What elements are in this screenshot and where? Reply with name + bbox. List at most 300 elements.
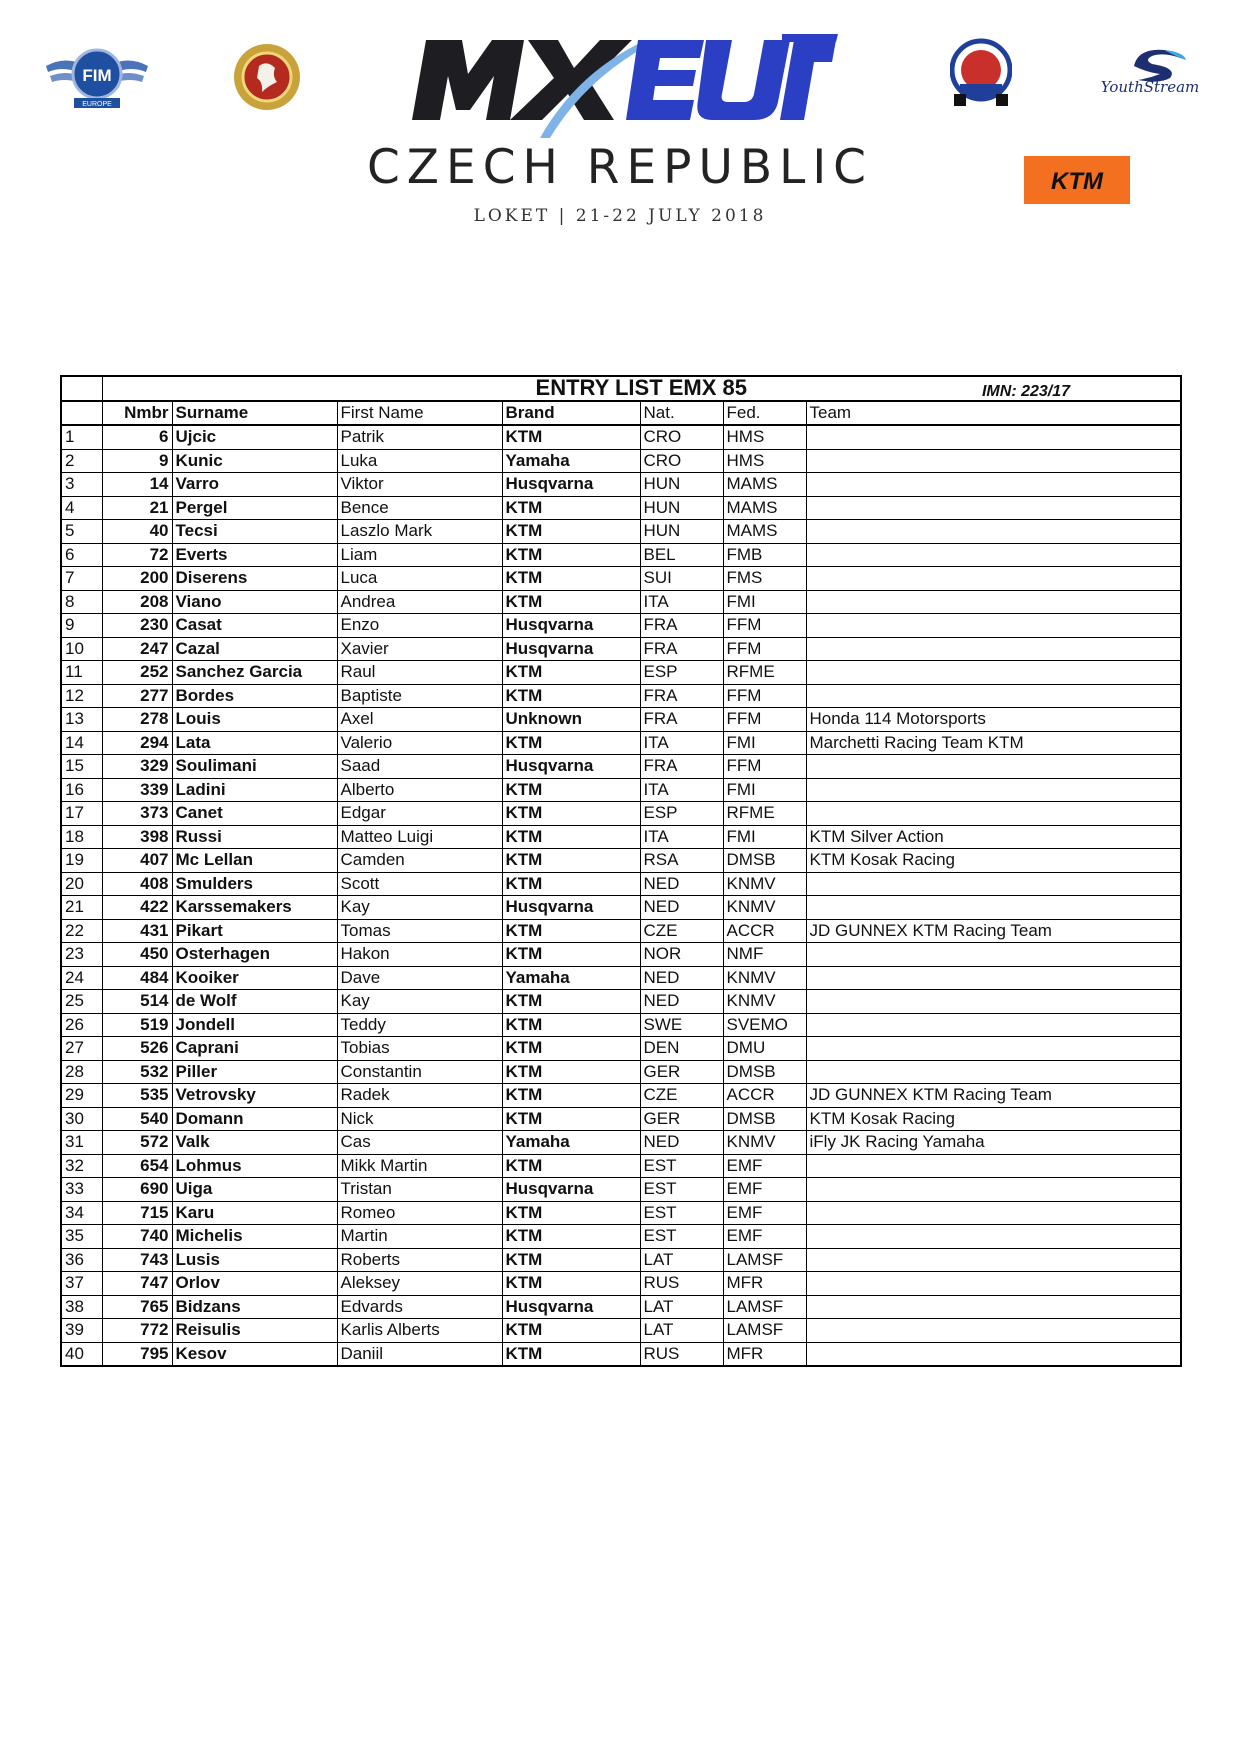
brand-cell: Unknown [502, 708, 640, 732]
autoklub-cr-logo [232, 42, 302, 112]
race-number-cell: 21 [102, 496, 172, 520]
first-name-cell: Edvards [337, 1295, 502, 1319]
brand-cell: KTM [502, 849, 640, 873]
race-number-cell: 247 [102, 637, 172, 661]
entry-table-body [61, 425, 1181, 1366]
nationality-cell: LAT [640, 1248, 723, 1272]
team-cell [806, 637, 1181, 661]
team-cell: KTM Kosak Racing [806, 1107, 1181, 1131]
race-number-cell: 519 [102, 1013, 172, 1037]
brand-cell: Yamaha [502, 966, 640, 990]
first-name-cell: Romeo [337, 1201, 502, 1225]
first-name-cell: Scott [337, 872, 502, 896]
position-cell: 16 [61, 778, 102, 802]
race-number-cell: 747 [102, 1272, 172, 1296]
surname-cell: Bidzans [172, 1295, 337, 1319]
table-row [61, 731, 1181, 755]
nationality-cell: ITA [640, 825, 723, 849]
event-country-title: CZECH REPUBLIC [366, 140, 873, 195]
position-cell: 15 [61, 755, 102, 779]
surname-cell: Uiga [172, 1178, 337, 1202]
first-name-cell: Cas [337, 1131, 502, 1155]
first-name-cell: Karlis Alberts [337, 1319, 502, 1343]
brand-cell: KTM [502, 1248, 640, 1272]
first-name-cell: Xavier [337, 637, 502, 661]
surname-cell: Cazal [172, 637, 337, 661]
brand-cell: KTM [502, 872, 640, 896]
table-row [61, 543, 1181, 567]
team-cell [806, 990, 1181, 1014]
first-name-cell: Radek [337, 1084, 502, 1108]
surname-cell: Karu [172, 1201, 337, 1225]
table-row [61, 1084, 1181, 1108]
federation-cell: FMI [723, 590, 806, 614]
position-cell: 21 [61, 896, 102, 920]
race-number-cell: 252 [102, 661, 172, 685]
federation-cell: DMSB [723, 1107, 806, 1131]
team-cell [806, 896, 1181, 920]
nationality-cell: EST [640, 1225, 723, 1249]
federation-cell: ACCR [723, 919, 806, 943]
brand-cell: KTM [502, 684, 640, 708]
surname-cell: Caprani [172, 1037, 337, 1061]
position-cell: 11 [61, 661, 102, 685]
brand-cell: KTM [502, 1319, 640, 1343]
surname-cell: Casat [172, 614, 337, 638]
first-name-cell: Bence [337, 496, 502, 520]
table-row [61, 637, 1181, 661]
position-cell: 33 [61, 1178, 102, 1202]
nationality-cell: LAT [640, 1319, 723, 1343]
team-cell [806, 966, 1181, 990]
table-row [61, 425, 1181, 449]
federation-cell: EMF [723, 1154, 806, 1178]
table-header-row [61, 401, 1181, 426]
team-cell [806, 543, 1181, 567]
nationality-cell: CZE [640, 919, 723, 943]
brand-cell: Husqvarna [502, 614, 640, 638]
first-name-cell: Camden [337, 849, 502, 873]
race-number-cell: 230 [102, 614, 172, 638]
federation-cell: MFR [723, 1272, 806, 1296]
race-number-cell: 208 [102, 590, 172, 614]
brand-cell: KTM [502, 1154, 640, 1178]
brand-cell: KTM [502, 943, 640, 967]
position-cell: 19 [61, 849, 102, 873]
federation-cell: FFM [723, 637, 806, 661]
col-header-brand: Brand [502, 401, 640, 426]
federation-cell: FMB [723, 543, 806, 567]
surname-cell: Pikart [172, 919, 337, 943]
entry-list-table [60, 375, 1182, 1367]
table-row [61, 778, 1181, 802]
federation-cell: RFME [723, 661, 806, 685]
federation-cell: DMSB [723, 849, 806, 873]
surname-cell: Ladini [172, 778, 337, 802]
col-header-number: Nmbr [102, 401, 172, 426]
surname-cell: Vetrovsky [172, 1084, 337, 1108]
race-number-cell: 526 [102, 1037, 172, 1061]
team-cell [806, 1154, 1181, 1178]
table-row [61, 919, 1181, 943]
surname-cell: Lata [172, 731, 337, 755]
nationality-cell: NED [640, 990, 723, 1014]
table-row [61, 1319, 1181, 1343]
surname-cell: Varro [172, 473, 337, 497]
race-number-cell: 795 [102, 1342, 172, 1366]
table-row [61, 802, 1181, 826]
position-cell: 8 [61, 590, 102, 614]
table-row [61, 1272, 1181, 1296]
surname-cell: Orlov [172, 1272, 337, 1296]
race-number-cell: 200 [102, 567, 172, 591]
position-cell: 17 [61, 802, 102, 826]
federation-cell: LAMSF [723, 1248, 806, 1272]
federation-cell: EMF [723, 1201, 806, 1225]
table-row [61, 1107, 1181, 1131]
surname-cell: Piller [172, 1060, 337, 1084]
nationality-cell: RUS [640, 1342, 723, 1366]
first-name-cell: Teddy [337, 1013, 502, 1037]
team-cell [806, 1013, 1181, 1037]
first-name-cell: Viktor [337, 473, 502, 497]
first-name-cell: Liam [337, 543, 502, 567]
mxeuro-logo [406, 34, 838, 140]
nationality-cell: ESP [640, 802, 723, 826]
table-row [61, 1013, 1181, 1037]
brand-cell: KTM [502, 1060, 640, 1084]
team-cell [806, 1319, 1181, 1343]
brand-cell: KTM [502, 778, 640, 802]
race-number-cell: 765 [102, 1295, 172, 1319]
federation-cell: NMF [723, 943, 806, 967]
team-cell [806, 872, 1181, 896]
nationality-cell: NED [640, 1131, 723, 1155]
brand-cell: Husqvarna [502, 896, 640, 920]
team-cell: Honda 114 Motorsports [806, 708, 1181, 732]
table-row [61, 661, 1181, 685]
event-badge-logo [950, 38, 1012, 110]
surname-cell: Kesov [172, 1342, 337, 1366]
nationality-cell: ESP [640, 661, 723, 685]
brand-cell: Husqvarna [502, 473, 640, 497]
race-number-cell: 9 [102, 449, 172, 473]
federation-cell: MAMS [723, 473, 806, 497]
federation-cell: FFM [723, 684, 806, 708]
race-number-cell: 398 [102, 825, 172, 849]
youthstream-logo [1094, 44, 1206, 106]
position-cell: 32 [61, 1154, 102, 1178]
brand-cell: KTM [502, 990, 640, 1014]
nationality-cell: CZE [640, 1084, 723, 1108]
table-row [61, 567, 1181, 591]
first-name-cell: Axel [337, 708, 502, 732]
team-cell [806, 1037, 1181, 1061]
first-name-cell: Saad [337, 755, 502, 779]
first-name-cell: Laszlo Mark [337, 520, 502, 544]
race-number-cell: 329 [102, 755, 172, 779]
surname-cell: Smulders [172, 872, 337, 896]
brand-cell: Yamaha [502, 1131, 640, 1155]
position-cell: 1 [61, 425, 102, 449]
nationality-cell: ITA [640, 590, 723, 614]
surname-cell: Louis [172, 708, 337, 732]
table-row [61, 849, 1181, 873]
table-row [61, 966, 1181, 990]
first-name-cell: Matteo Luigi [337, 825, 502, 849]
surname-cell: Sanchez Garcia [172, 661, 337, 685]
federation-cell: HMS [723, 449, 806, 473]
position-cell: 39 [61, 1319, 102, 1343]
table-row [61, 1178, 1181, 1202]
brand-cell: KTM [502, 1272, 640, 1296]
brand-cell: Husqvarna [502, 1295, 640, 1319]
federation-cell: DMSB [723, 1060, 806, 1084]
federation-cell: FMI [723, 825, 806, 849]
race-number-cell: 743 [102, 1248, 172, 1272]
brand-cell: KTM [502, 543, 640, 567]
federation-cell: EMF [723, 1178, 806, 1202]
federation-cell: DMU [723, 1037, 806, 1061]
imn-label: IMN: 223/17 [981, 383, 1071, 400]
race-number-cell: 14 [102, 473, 172, 497]
first-name-cell: Enzo [337, 614, 502, 638]
table-row [61, 614, 1181, 638]
table-title-row [61, 376, 1181, 401]
col-header-position [61, 401, 102, 426]
surname-cell: Reisulis [172, 1319, 337, 1343]
surname-cell: Bordes [172, 684, 337, 708]
entry-list-title: ENTRY LIST EMX 85 [535, 376, 748, 401]
table-row [61, 1060, 1181, 1084]
surname-cell: Kunic [172, 449, 337, 473]
col-header-nationality: Nat. [640, 401, 723, 426]
fim-europe-logo [44, 44, 150, 110]
position-cell: 18 [61, 825, 102, 849]
federation-cell: FFM [723, 755, 806, 779]
nationality-cell: HUN [640, 520, 723, 544]
surname-cell: Kooiker [172, 966, 337, 990]
table-row [61, 708, 1181, 732]
federation-cell: KNMV [723, 896, 806, 920]
first-name-cell: Kay [337, 990, 502, 1014]
federation-cell: KNMV [723, 1131, 806, 1155]
brand-cell: KTM [502, 1037, 640, 1061]
nationality-cell: FRA [640, 684, 723, 708]
position-cell: 34 [61, 1201, 102, 1225]
brand-cell: KTM [502, 1107, 640, 1131]
federation-cell: EMF [723, 1225, 806, 1249]
team-cell [806, 1225, 1181, 1249]
surname-cell: Jondell [172, 1013, 337, 1037]
table-row [61, 1131, 1181, 1155]
nationality-cell: FRA [640, 755, 723, 779]
nationality-cell: EST [640, 1178, 723, 1202]
race-number-cell: 772 [102, 1319, 172, 1343]
team-cell [806, 1178, 1181, 1202]
nationality-cell: NED [640, 966, 723, 990]
position-cell: 35 [61, 1225, 102, 1249]
team-cell [806, 661, 1181, 685]
position-cell: 29 [61, 1084, 102, 1108]
position-cell: 38 [61, 1295, 102, 1319]
nationality-cell: HUN [640, 473, 723, 497]
federation-cell: MAMS [723, 496, 806, 520]
race-number-cell: 715 [102, 1201, 172, 1225]
surname-cell: Michelis [172, 1225, 337, 1249]
brand-cell: KTM [502, 1201, 640, 1225]
table-row [61, 896, 1181, 920]
surname-cell: Tecsi [172, 520, 337, 544]
race-number-cell: 278 [102, 708, 172, 732]
first-name-cell: Martin [337, 1225, 502, 1249]
table-row [61, 590, 1181, 614]
table-row [61, 943, 1181, 967]
ktm-logo-text: KTM [1051, 168, 1103, 195]
position-cell: 31 [61, 1131, 102, 1155]
nationality-cell: ITA [640, 731, 723, 755]
brand-cell: KTM [502, 520, 640, 544]
team-cell [806, 802, 1181, 826]
col-header-team: Team [806, 401, 1181, 426]
race-number-cell: 277 [102, 684, 172, 708]
brand-cell: Husqvarna [502, 1178, 640, 1202]
team-cell: Marchetti Racing Team KTM [806, 731, 1181, 755]
federation-cell: KNMV [723, 990, 806, 1014]
federation-cell: FMI [723, 731, 806, 755]
team-cell [806, 520, 1181, 544]
position-cell: 6 [61, 543, 102, 567]
first-name-cell: Dave [337, 966, 502, 990]
race-number-cell: 690 [102, 1178, 172, 1202]
surname-cell: Everts [172, 543, 337, 567]
nationality-cell: ITA [640, 778, 723, 802]
first-name-cell: Luka [337, 449, 502, 473]
team-cell [806, 1272, 1181, 1296]
first-name-cell: Patrik [337, 425, 502, 449]
surname-cell: Viano [172, 590, 337, 614]
federation-cell: HMS [723, 425, 806, 449]
surname-cell: Lusis [172, 1248, 337, 1272]
table-row [61, 1154, 1181, 1178]
federation-cell: KNMV [723, 872, 806, 896]
federation-cell: KNMV [723, 966, 806, 990]
race-number-cell: 484 [102, 966, 172, 990]
nationality-cell: SWE [640, 1013, 723, 1037]
race-number-cell: 339 [102, 778, 172, 802]
table-row [61, 1248, 1181, 1272]
first-name-cell: Roberts [337, 1248, 502, 1272]
surname-cell: Pergel [172, 496, 337, 520]
brand-cell: KTM [502, 825, 640, 849]
brand-cell: KTM [502, 1225, 640, 1249]
federation-cell: ACCR [723, 1084, 806, 1108]
table-row [61, 755, 1181, 779]
position-cell: 3 [61, 473, 102, 497]
position-cell: 23 [61, 943, 102, 967]
first-name-cell: Alberto [337, 778, 502, 802]
surname-cell: de Wolf [172, 990, 337, 1014]
brand-cell: Husqvarna [502, 755, 640, 779]
race-number-cell: 450 [102, 943, 172, 967]
brand-cell: KTM [502, 731, 640, 755]
nationality-cell: EST [640, 1154, 723, 1178]
nationality-cell: LAT [640, 1295, 723, 1319]
table-row [61, 1295, 1181, 1319]
nationality-cell: EST [640, 1201, 723, 1225]
position-cell: 37 [61, 1272, 102, 1296]
brand-cell: KTM [502, 661, 640, 685]
team-cell: KTM Kosak Racing [806, 849, 1181, 873]
federation-cell: FFM [723, 708, 806, 732]
position-cell: 10 [61, 637, 102, 661]
surname-cell: Valk [172, 1131, 337, 1155]
col-header-surname: Surname [172, 401, 337, 426]
table-row [61, 520, 1181, 544]
team-cell [806, 1248, 1181, 1272]
federation-cell: LAMSF [723, 1295, 806, 1319]
nationality-cell: FRA [640, 614, 723, 638]
brand-cell: Yamaha [502, 449, 640, 473]
position-cell: 30 [61, 1107, 102, 1131]
nationality-cell: HUN [640, 496, 723, 520]
first-name-cell: Daniil [337, 1342, 502, 1366]
surname-cell: Diserens [172, 567, 337, 591]
first-name-cell: Andrea [337, 590, 502, 614]
position-cell: 26 [61, 1013, 102, 1037]
race-number-cell: 373 [102, 802, 172, 826]
nationality-cell: GER [640, 1060, 723, 1084]
federation-cell: MAMS [723, 520, 806, 544]
federation-cell: RFME [723, 802, 806, 826]
race-number-cell: 408 [102, 872, 172, 896]
first-name-cell: Edgar [337, 802, 502, 826]
table-row [61, 872, 1181, 896]
team-cell [806, 1201, 1181, 1225]
brand-cell: KTM [502, 496, 640, 520]
position-cell: 20 [61, 872, 102, 896]
surname-cell: Canet [172, 802, 337, 826]
col-header-federation: Fed. [723, 401, 806, 426]
fim-logo-subtext: EUROPE [82, 101, 112, 108]
table-row [61, 990, 1181, 1014]
brand-cell: KTM [502, 919, 640, 943]
position-cell: 13 [61, 708, 102, 732]
nationality-cell: BEL [640, 543, 723, 567]
race-number-cell: 532 [102, 1060, 172, 1084]
table-row [61, 825, 1181, 849]
position-cell: 28 [61, 1060, 102, 1084]
first-name-cell: Nick [337, 1107, 502, 1131]
surname-cell: Ujcic [172, 425, 337, 449]
team-cell: iFly JK Racing Yamaha [806, 1131, 1181, 1155]
nationality-cell: NED [640, 896, 723, 920]
surname-cell: Mc Lellan [172, 849, 337, 873]
first-name-cell: Tristan [337, 1178, 502, 1202]
race-number-cell: 572 [102, 1131, 172, 1155]
first-name-cell: Hakon [337, 943, 502, 967]
table-row [61, 496, 1181, 520]
race-number-cell: 535 [102, 1084, 172, 1108]
position-cell: 24 [61, 966, 102, 990]
first-name-cell: Valerio [337, 731, 502, 755]
youthstream-text: YouthStream [1100, 78, 1200, 96]
federation-cell: FMS [723, 567, 806, 591]
nationality-cell: SUI [640, 567, 723, 591]
team-cell [806, 1295, 1181, 1319]
federation-cell: MFR [723, 1342, 806, 1366]
surname-cell: Karssemakers [172, 896, 337, 920]
